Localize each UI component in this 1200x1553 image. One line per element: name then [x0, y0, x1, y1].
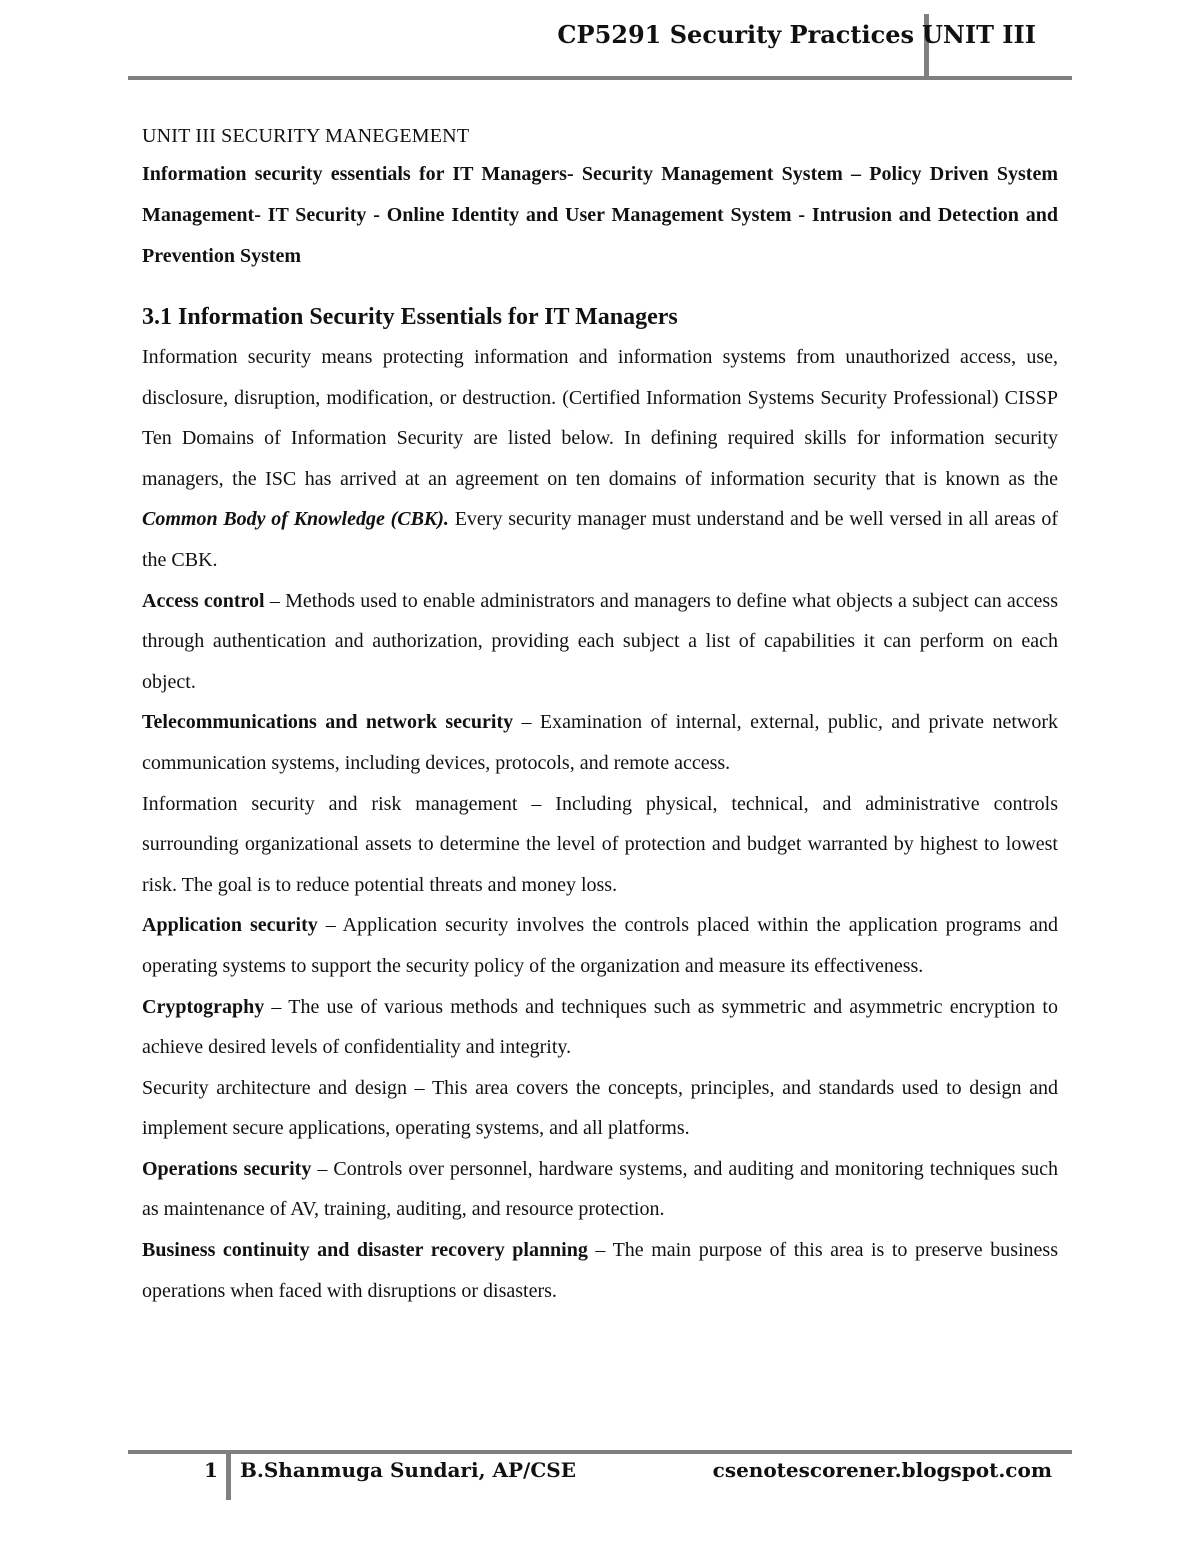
domain-term: Cryptography	[142, 995, 265, 1018]
intro-paragraph	[142, 337, 1058, 581]
page-footer	[128, 1450, 1072, 1510]
domain-description: – Application security involves the controls placed within the application programs and operating systems to support the security policy of the organization and measure its effectiveness.	[142, 914, 1059, 977]
cbk-emphasis: Common Body of Knowledge (CBK).	[142, 508, 449, 531]
footer-rule	[128, 1450, 1072, 1454]
unit-heading: UNIT III SECURITY MANEGEMENT	[142, 125, 470, 147]
footer-site: csenotescorener.blogspot.com	[712, 1458, 1052, 1482]
domain-paragraph	[142, 581, 1058, 703]
intro-text-before: Information security means protecting information and information systems from unauthorized access, use, disclosure, disruption, modification, or destruction. (Certified Information Systems Security Professional) CISSP Ten Domains of Information Security are listed below. In defining required skills for information security managers, the ISC has arrived at an agreement on ten domains of information security that is known as the	[142, 346, 1058, 490]
footer-author: B.Shanmuga Sundari, AP/CSE	[240, 1458, 576, 1482]
intro-text-after: Every security manager must understand and be well versed in all areas of the CBK.	[142, 508, 1058, 571]
domain-description: – Methods used to enable administrators and managers to define what objects a subject can access through authentication and authorization, providing each subject a list of capabilities it can perform on each object.	[142, 589, 1059, 693]
footer-page-number: 1	[204, 1458, 218, 1482]
domain-paragraph	[142, 905, 1058, 986]
domain-paragraph	[142, 1149, 1058, 1230]
domain-description: – This area covers the concepts, principles, and standards used to design and implement secure applications, operating systems, and all platforms.	[142, 1076, 1058, 1140]
domain-description: – The use of various methods and techniques such as symmetric and asymmetric encryption to achieve desired levels of confidentiality and integrity.	[142, 995, 1058, 1059]
domain-paragraph	[142, 702, 1058, 783]
header-unit-label: UNIT III	[922, 20, 1036, 49]
domain-description: – Including physical, technical, and administrative controls surrounding organizational assets to determine the level of protection and budget warranted by highest to lowest risk. The goal is to reduce potential threats and money loss.	[142, 792, 1058, 896]
domain-paragraph	[142, 1068, 1058, 1149]
domain-description: – The main purpose of this area is to preserve business operations when faced with disruptions or disasters.	[142, 1239, 1058, 1302]
domain-paragraph	[142, 987, 1058, 1068]
domain-paragraph	[142, 1230, 1058, 1311]
section-title: 3.1 Information Security Essentials for IT Managers	[142, 304, 678, 330]
domain-description: – Controls over personnel, hardware systems, and auditing and monitoring techniques such as maintenance of AV, training, auditing, and resource protection.	[142, 1157, 1059, 1221]
domain-term: Business continuity and disaster recovery planning	[142, 1239, 588, 1262]
domain-term: Security architecture and design	[142, 1076, 408, 1099]
domain-paragraph	[142, 784, 1058, 906]
footer-divider	[226, 1450, 231, 1500]
domain-description: – Examination of internal, external, public, and private network communication systems, including devices, protocols, and remote access.	[142, 711, 1058, 774]
header-rule	[128, 76, 1072, 80]
syllabus-topics: Information security essentials for IT Managers- Security Management System – Policy Driven System Management- IT Security - Online Identity and User Management System - Intrusion and Detection and Prevention System	[142, 163, 1058, 267]
header-course-title: CP5291 Security Practices	[557, 20, 914, 49]
document-body	[142, 118, 1058, 1311]
domain-list	[142, 581, 1058, 1312]
domain-term: Information security and risk management	[142, 792, 518, 815]
domain-term: Operations security	[142, 1157, 312, 1180]
page-header	[128, 0, 1072, 80]
domain-term: Application security	[142, 914, 318, 937]
domain-term: Access control	[142, 589, 265, 612]
domain-term: Telecommunications and network security	[142, 711, 514, 734]
